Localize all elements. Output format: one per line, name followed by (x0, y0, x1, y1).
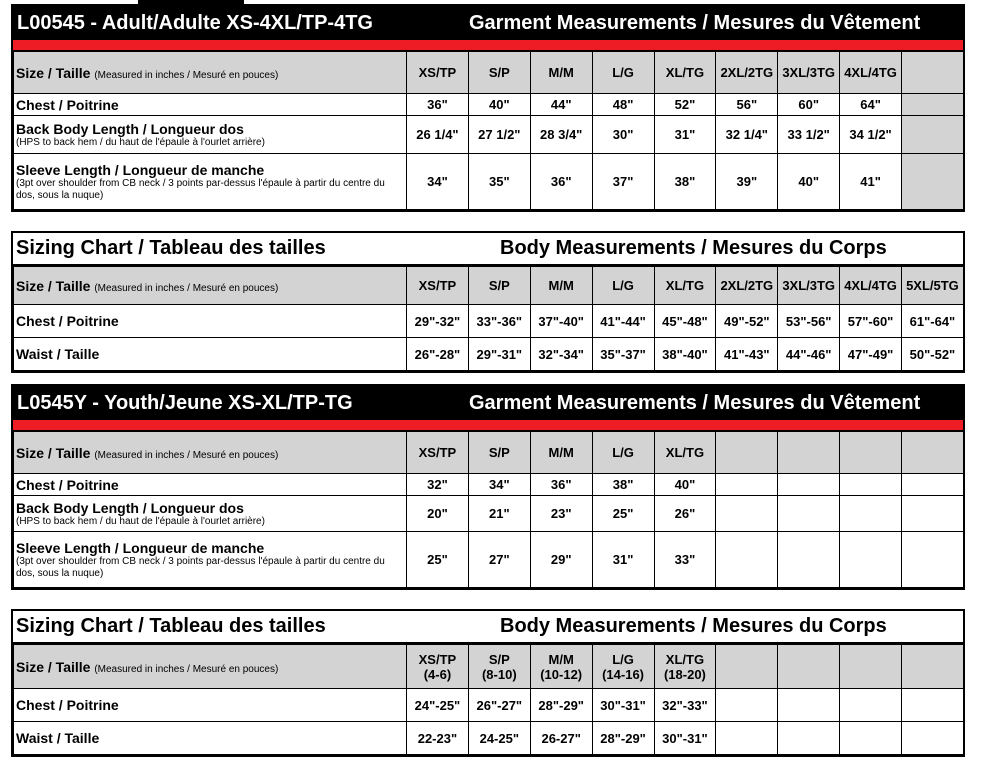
measurement-value: 30"-31" (654, 722, 716, 755)
adult-garment-heading: Garment Measurements / Mesures du Vêtement (469, 12, 921, 34)
measurement-label-cell (14, 116, 407, 154)
measurement-row (14, 338, 964, 371)
measurement-value: 23" (530, 496, 592, 532)
size-column-header: XS/TP (407, 52, 469, 94)
size-column-header: 2XL/2TG (716, 52, 778, 94)
measurement-value: 33" (654, 532, 716, 588)
measurement-value (716, 689, 778, 722)
measurement-label-cell (14, 338, 407, 371)
measurement-value: 20" (407, 496, 469, 532)
measurement-value: 47"-49" (840, 338, 902, 371)
youth-body-title: Sizing Chart / Tableau des tailles (16, 615, 326, 637)
measurement-row (14, 305, 964, 338)
adult-body-heading: Body Measurements / Mesures du Corps (500, 237, 887, 259)
measurement-value (902, 474, 964, 496)
measurement-value: 53"-56" (778, 305, 840, 338)
size-column-header: XS/TP (407, 432, 469, 474)
measurement-label: Back Body Length / Longueur dos (16, 499, 244, 516)
size-column-header: 5XL/5TG (902, 267, 964, 305)
measurement-value: 48" (592, 94, 654, 116)
measurement-label: Chest / Poitrine (16, 697, 119, 713)
measurement-value (902, 496, 964, 532)
size-column-header (902, 432, 964, 474)
size-label-cell (14, 52, 407, 94)
measurement-label-cell (14, 496, 407, 532)
size-label: Size / Taille (16, 444, 91, 461)
measurement-value (778, 722, 840, 755)
size-column-header (840, 432, 902, 474)
measurement-value (716, 532, 778, 588)
size-column-header (902, 645, 964, 689)
measurement-row (14, 722, 964, 755)
measurement-value: 34" (468, 474, 530, 496)
measurement-value: 29"-32" (407, 305, 469, 338)
measurement-value (902, 722, 964, 755)
measurement-value: 26"-27" (468, 689, 530, 722)
size-header-row (14, 52, 964, 94)
size-column-header: 3XL/3TG (778, 52, 840, 94)
size-label: Size / Taille (16, 658, 91, 675)
measurement-value: 30" (592, 116, 654, 154)
measurement-value: 26 1/4" (407, 116, 469, 154)
adult-body-table (13, 266, 964, 371)
measurement-row (14, 116, 964, 154)
measurement-value: 41"-44" (592, 305, 654, 338)
measurement-label: Waist / Taille (16, 346, 100, 362)
size-column-header (407, 645, 469, 689)
measurement-value: 33 1/2" (778, 116, 840, 154)
adult-body-title-band (13, 233, 963, 266)
adult-garment-block (11, 4, 965, 212)
size-column-header: L/G (592, 432, 654, 474)
measurement-value (840, 532, 902, 588)
measurement-value: 21" (468, 496, 530, 532)
youth-garment-title: L0545Y - Youth/Jeune XS-XL/TP-TG (17, 392, 353, 414)
size-name: L/G (612, 651, 634, 667)
measurement-value: 38" (654, 154, 716, 210)
youth-garment-table (13, 431, 964, 588)
measurement-value: 36" (407, 94, 469, 116)
measurement-value: 37"-40" (530, 305, 592, 338)
youth-garment-title-band (13, 386, 963, 420)
size-column-header: S/P (468, 432, 530, 474)
size-column-header: L/G (592, 267, 654, 305)
adult-body-block (11, 231, 965, 373)
measurement-value: 32"-33" (654, 689, 716, 722)
measurement-label-cell (14, 94, 407, 116)
adult-garment-table (13, 51, 964, 210)
size-column-header (778, 645, 840, 689)
measurement-value (778, 496, 840, 532)
measurement-value: 32" (407, 474, 469, 496)
measurement-value: 30"-31" (592, 689, 654, 722)
measurement-value: 29"-31" (468, 338, 530, 371)
size-note: (Measured in inches / Mesuré en pouces) (94, 282, 279, 294)
measurement-value: 26"-28" (407, 338, 469, 371)
size-column-header: XL/TG (654, 52, 716, 94)
measurement-value (840, 474, 902, 496)
measurement-value (902, 154, 964, 210)
measurement-value (716, 496, 778, 532)
size-column-header (902, 52, 964, 94)
measurement-value: 26" (654, 496, 716, 532)
measurement-value: 36" (530, 474, 592, 496)
measurement-value: 38"-40" (654, 338, 716, 371)
size-column-header: XL/TG (654, 432, 716, 474)
size-column-header: S/P (468, 52, 530, 94)
size-column-header (716, 645, 778, 689)
measurement-value: 25" (592, 496, 654, 532)
measurement-row (14, 496, 964, 532)
measurement-value: 32"-34" (530, 338, 592, 371)
measurement-value: 52" (654, 94, 716, 116)
measurement-value: 49"-52" (716, 305, 778, 338)
size-label: Size / Taille (16, 277, 91, 294)
size-column-header: 4XL/4TG (840, 267, 902, 305)
size-age-range: (4-6) (423, 666, 452, 682)
measurement-value (902, 532, 964, 588)
measurement-value: 50"-52" (902, 338, 964, 371)
measurement-row (14, 689, 964, 722)
youth-garment-block (11, 384, 965, 590)
size-column-header: XL/TG (654, 267, 716, 305)
measurement-label: Chest / Poitrine (16, 476, 119, 493)
measurement-row (14, 94, 964, 116)
size-header-row (14, 267, 964, 305)
size-name: M/M (548, 651, 574, 667)
size-column-header (716, 432, 778, 474)
size-label: Size / Taille (16, 64, 91, 81)
measurement-value: 27 1/2" (468, 116, 530, 154)
measurement-value: 40" (778, 154, 840, 210)
measurement-label: Chest / Poitrine (16, 96, 119, 113)
measurement-value: 36" (530, 154, 592, 210)
measurement-value (778, 474, 840, 496)
size-note: (Measured in inches / Mesuré en pouces) (94, 69, 279, 81)
size-column-header: 4XL/4TG (840, 52, 902, 94)
size-age-range: (18-20) (663, 666, 706, 682)
measurement-value (840, 689, 902, 722)
measurement-value: 41"-43" (716, 338, 778, 371)
measurement-label-cell (14, 532, 407, 588)
measurement-value: 27" (468, 532, 530, 588)
size-note: (Measured in inches / Mesuré en pouces) (94, 663, 279, 675)
measurement-value: 29" (530, 532, 592, 588)
size-age-range: (14-16) (602, 666, 645, 682)
measurement-value: 26-27" (530, 722, 592, 755)
size-column-header: L/G (592, 52, 654, 94)
measurement-value (716, 722, 778, 755)
measurement-value: 32 1/4" (716, 116, 778, 154)
size-column-header: S/P (468, 267, 530, 305)
measurement-label: Chest / Poitrine (16, 313, 119, 329)
red-divider (13, 420, 963, 431)
measurement-label-cell (14, 722, 407, 755)
measurement-value: 28 3/4" (530, 116, 592, 154)
measurement-value: 44"-46" (778, 338, 840, 371)
measurement-value: 34" (407, 154, 469, 210)
measurement-value: 28"-29" (592, 722, 654, 755)
measurement-value (840, 496, 902, 532)
size-age-range: (8-10) (481, 666, 517, 682)
adult-garment-title-band (13, 6, 963, 40)
size-label-cell (14, 432, 407, 474)
red-divider (13, 40, 963, 51)
size-column-header (468, 645, 530, 689)
size-column-header (592, 645, 654, 689)
size-name: S/P (488, 651, 510, 667)
measurement-value: 31" (592, 532, 654, 588)
measurement-label-cell (14, 154, 407, 210)
size-note: (Measured in inches / Mesuré en pouces) (94, 449, 279, 461)
youth-body-title-band (13, 611, 963, 644)
youth-body-block (11, 609, 965, 757)
measurement-value (902, 116, 964, 154)
measurement-value: 61"-64" (902, 305, 964, 338)
size-header-row (14, 645, 964, 689)
adult-garment-title: L00545 - Adult/Adulte XS-4XL/TP-4TG (17, 12, 373, 34)
measurement-value: 60" (778, 94, 840, 116)
measurement-value (902, 94, 964, 116)
size-column-header: 2XL/2TG (716, 267, 778, 305)
adult-body-title: Sizing Chart / Tableau des tailles (16, 237, 326, 259)
size-column-header: XS/TP (407, 267, 469, 305)
size-name: XS/TP (418, 651, 457, 667)
size-column-header (840, 645, 902, 689)
measurement-value: 44" (530, 94, 592, 116)
measurement-value: 22-23" (407, 722, 469, 755)
size-column-header (530, 645, 592, 689)
measurement-value: 41" (840, 154, 902, 210)
youth-body-heading: Body Measurements / Mesures du Corps (500, 615, 887, 637)
measurement-label: Waist / Taille (16, 730, 100, 746)
size-column-header (778, 432, 840, 474)
measurement-value: 33"-36" (468, 305, 530, 338)
measurement-value: 31" (654, 116, 716, 154)
measurement-value: 24"-25" (407, 689, 469, 722)
measurement-label: Sleeve Length / Longueur de manche (16, 539, 265, 556)
measurement-value: 28"-29" (530, 689, 592, 722)
measurement-value (778, 532, 840, 588)
measurement-note: (3pt over shoulder from CB neck / 3 points par-dessus l'épaule à partir du centre du dos, sous la nuque) (16, 177, 385, 201)
measurement-value: 45"-48" (654, 305, 716, 338)
measurement-value (902, 689, 964, 722)
measurement-row (14, 532, 964, 588)
measurement-value (778, 689, 840, 722)
measurement-label: Sleeve Length / Longueur de manche (16, 161, 265, 178)
measurement-label-cell (14, 689, 407, 722)
size-header-row (14, 432, 964, 474)
measurement-note: (HPS to back hem / du haut de l'épaule à l'ourlet arrière) (16, 136, 265, 148)
size-age-range: (10-12) (540, 666, 583, 682)
measurement-value: 24-25" (468, 722, 530, 755)
measurement-label-cell (14, 305, 407, 338)
measurement-row (14, 154, 964, 210)
measurement-note: (HPS to back hem / du haut de l'épaule à l'ourlet arrière) (16, 515, 265, 527)
measurement-value: 35" (468, 154, 530, 210)
measurement-value: 64" (840, 94, 902, 116)
measurement-value: 40" (654, 474, 716, 496)
measurement-value: 57"-60" (840, 305, 902, 338)
measurement-label-cell (14, 474, 407, 496)
measurement-value: 37" (592, 154, 654, 210)
size-column-header: M/M (530, 432, 592, 474)
measurement-value: 38" (592, 474, 654, 496)
measurement-value: 25" (407, 532, 469, 588)
size-label-cell (14, 267, 407, 305)
measurement-value: 34 1/2" (840, 116, 902, 154)
size-name: XL/TG (665, 651, 705, 667)
measurement-value: 39" (716, 154, 778, 210)
size-column-header: M/M (530, 52, 592, 94)
measurement-value (840, 722, 902, 755)
size-column-header: 3XL/3TG (778, 267, 840, 305)
measurement-row (14, 474, 964, 496)
measurement-label: Back Body Length / Longueur dos (16, 120, 244, 137)
measurement-value: 56" (716, 94, 778, 116)
measurement-value (716, 474, 778, 496)
size-column-header: M/M (530, 267, 592, 305)
measurement-note: (3pt over shoulder from CB neck / 3 points par-dessus l'épaule à partir du centre du dos, sous la nuque) (16, 555, 385, 579)
size-label-cell (14, 645, 407, 689)
youth-garment-heading: Garment Measurements / Mesures du Vêtement (469, 392, 921, 414)
youth-body-table (13, 644, 964, 755)
measurement-value: 40" (468, 94, 530, 116)
size-column-header (654, 645, 716, 689)
measurement-value: 35"-37" (592, 338, 654, 371)
